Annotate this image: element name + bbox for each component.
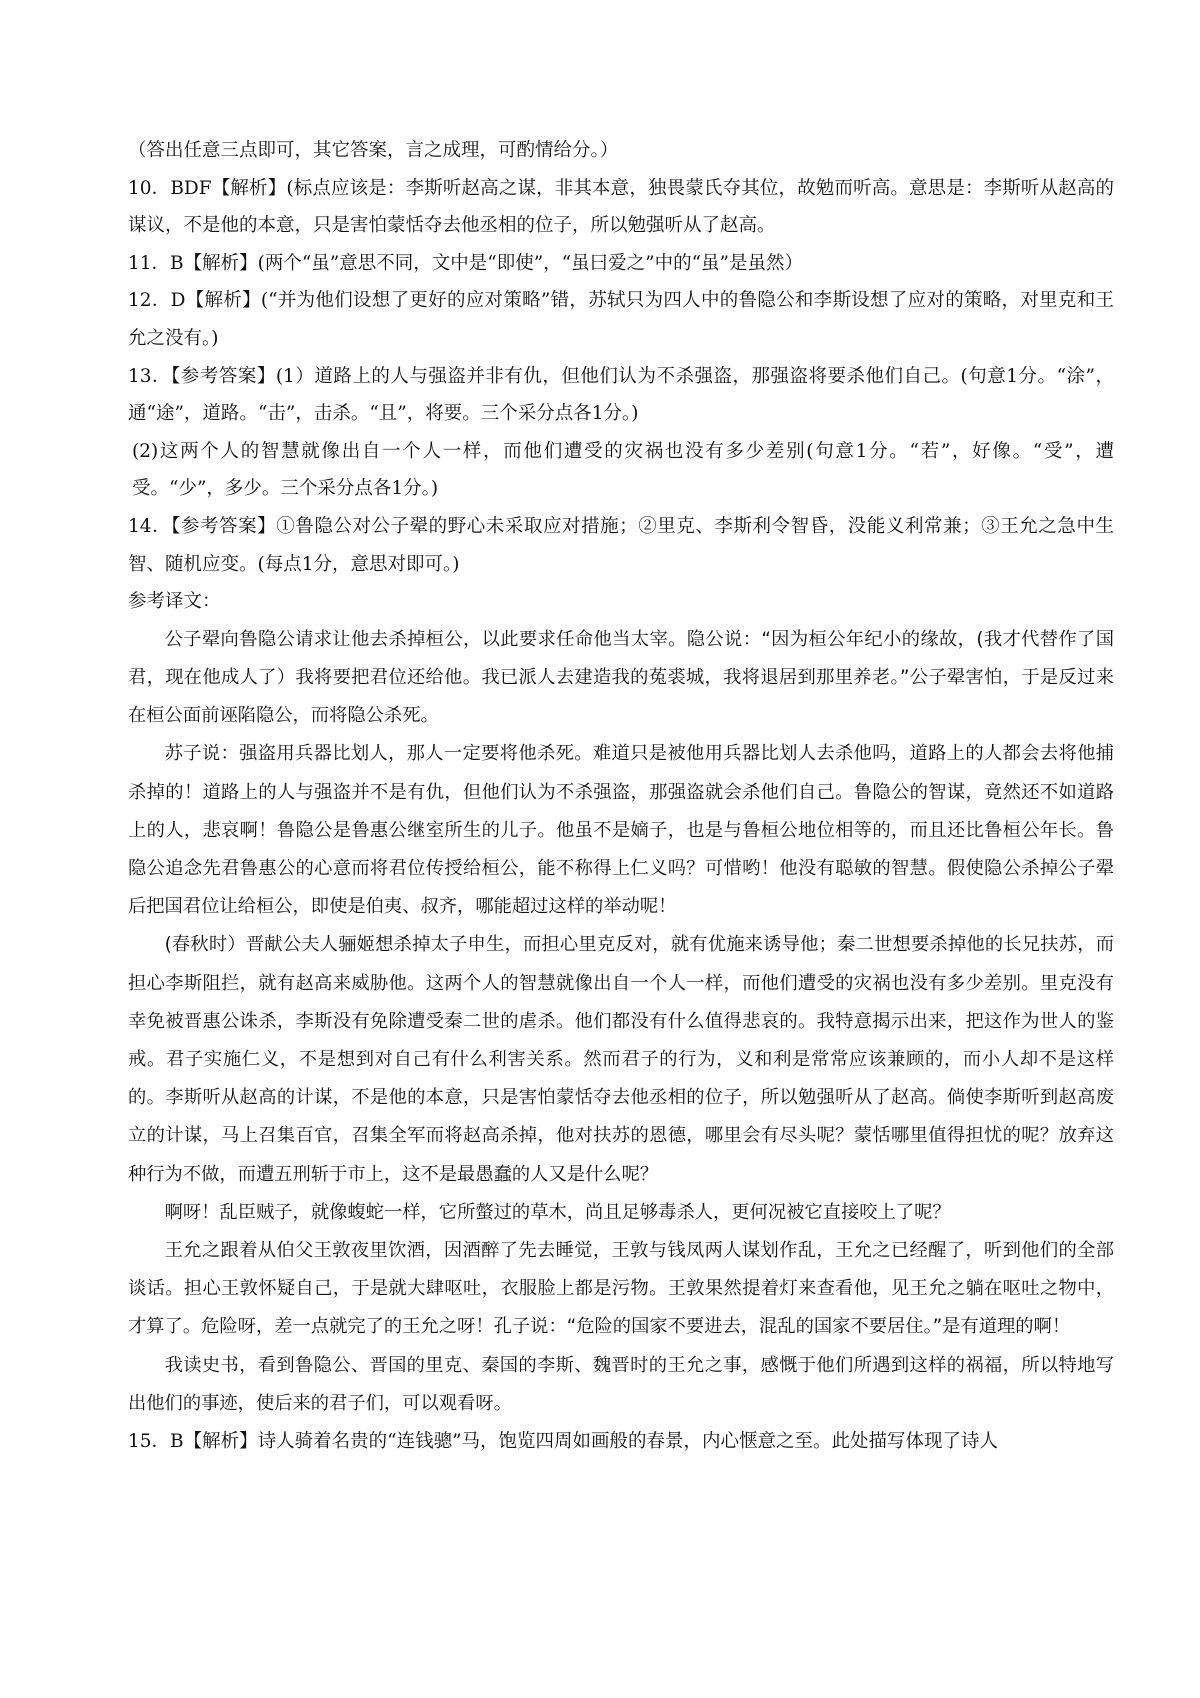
answer-15: 15．B【解析】诗人骑着名贵的“连钱骢”马，饱览四周如画般的春景，内心惬意之至。此处描写体现了诗人	[128, 1430, 999, 1452]
answer-13-part-2: (2)这两个人的智慧就像出自一个人一样，而他们遭受的灾祸也没有多少差别(句意1分。“若”，好像。“受”，遭受。“少”，多少。三个采分点各1分。)	[132, 440, 1114, 500]
translation-paragraph-6: 我读史书，看到鲁隐公、晋国的里克、秦国的李斯、魏晋时的王允之事，感慨于他们所遇到这样的祸福，所以特地写出他们的事迹，使后来的君子们，可以观看呀。	[128, 1354, 1114, 1414]
answer-11: 11．B【解析】(两个“虽”意思不同，文中是“即使”，“虽曰爱之”中的“虽”是虽然）	[128, 252, 804, 274]
translation-paragraph-1: 公子翚向鲁隐公请求让他去杀掉桓公，以此要求任命他当太宰。隐公说：“因为桓公年纪小的缘故，(我才代替作了国君，现在他成人了）我将要把君位还给他。我已派人去建造我的菟裘城，我将退居到那里养老。”公子翚害怕，于是反过来在桓公面前诬陷隐公，而将隐公杀死。	[128, 628, 1114, 727]
answer-12: 12．D【解析】(“并为他们设想了更好的应对策略”错，苏轼只为四人中的鲁隐公和李斯设想了应对的策略，对里克和王允之没有。)	[128, 290, 1114, 349]
answer-14: 14．【参考答案】①鲁隐公对公子翚的野心未采取应对措施；②里克、李斯利令智昏，没能义利常兼；③王允之急中生智、随机应变。(每点1分，意思对即可。)	[128, 515, 1114, 575]
translation-paragraph-2: 苏子说：强盗用兵器比划人，那人一定要将他杀死。难道只是被他用兵器比划人去杀他吗，道路上的人都会去将他捕杀掉的！道路上的人与强盗并不是有仇，但他们认为不杀强盗，那强盗就会杀他们自己。鲁隐公的智谋，竟然还不如道路上的人，悲哀啊！鲁隐公是鲁惠公继室所生的儿子。他虽不是嫡子，也是与鲁桓公地位相等的，而且还比鲁桓公年长。鲁隐公追念先君鲁惠公的心意而将君位传授给桓公，能不称得上仁义吗？可惜哟！他没有聪敏的智慧。假使隐公杀掉公子翚后把国君位让给桓公，即使是伯夷、叔齐，哪能超过这样的举动呢！	[128, 743, 1114, 918]
answer-note: （答出任意三点即可，其它答案，言之成理，可酌情给分。）	[128, 140, 619, 161]
translation-paragraph-3: (春秋时）晋献公夫人骊姬想杀掉太子申生，而担心里克反对，就有优施来诱导他；秦二世想要杀掉他的长兄扶苏，而担心李斯阻拦，就有赵高来威胁他。这两个人的智慧就像出自一个人一样，而他们遭受的灾祸也没有多少差别。里克没有幸免被晋惠公诛杀，李斯没有免除遭受秦二世的虐杀。他们都没有什么值得悲哀的。我特意揭示出来，把这作为世人的鉴戒。君子实施仁义，不是想到对自己有什么利害关系。然而君子的行为，义和利是常常应该兼顾的，而小人却不是这样的。李斯听从赵高的计谋，不是他的本意，只是害怕蒙恬夺去他丞相的位子，所以勉强听从了赵高。倘使李斯听到赵高废立的计谋，马上召集百官，召集全军而将赵高杀掉，他对扶苏的恩德，哪里会有尽头呢？蒙恬哪里值得担忧的呢？放弃这种行为不做，而遭五刑斩于市上，这不是最愚蠢的人又是什么呢？	[128, 934, 1114, 1185]
translation-paragraph-5: 王允之跟着从伯父王敦夜里饮酒，因酒醉了先去睡觉，王敦与钱凤两人谋划作乱，王允之已经醒了，听到他们的全部谈话。担心王敦怀疑自己，于是就大肆呕吐，衣服脸上都是污物。王敦果然提着灯来查看他，见王允之躺在呕吐之物中，才算了。危险呀，差一点就完了的王允之呀！孔子说：“危险的国家不要进去，混乱的国家不要居住。”是有道理的啊！	[128, 1239, 1114, 1338]
answer-10: 10．BDF【解析】(标点应该是：李斯听赵高之谋，非其本意，独畏蒙氏夺其位，故勉而听高。意思是：李斯听从赵高的谋议，不是他的本意，只是害怕蒙恬夺去他丞相的位子，所以勉强听从了赵高。	[128, 177, 1114, 237]
translation-paragraph-4: 啊呀！乱臣贼子，就像蝮蛇一样，它所螫过的草木，尚且足够毒杀人，更何况被它直接咬上了呢？	[164, 1201, 951, 1223]
translation-heading: 参考译文：	[128, 591, 221, 613]
answer-13-part-1: 13．【参考答案】(1）道路上的人与强盗并非有仇，但他们认为不杀强盗，那强盗将要杀他们自己。(句意1分。“涂”，通“途”，道路。“击”，击杀。“且”，将要。三个采分点各1分。)	[128, 365, 1114, 425]
